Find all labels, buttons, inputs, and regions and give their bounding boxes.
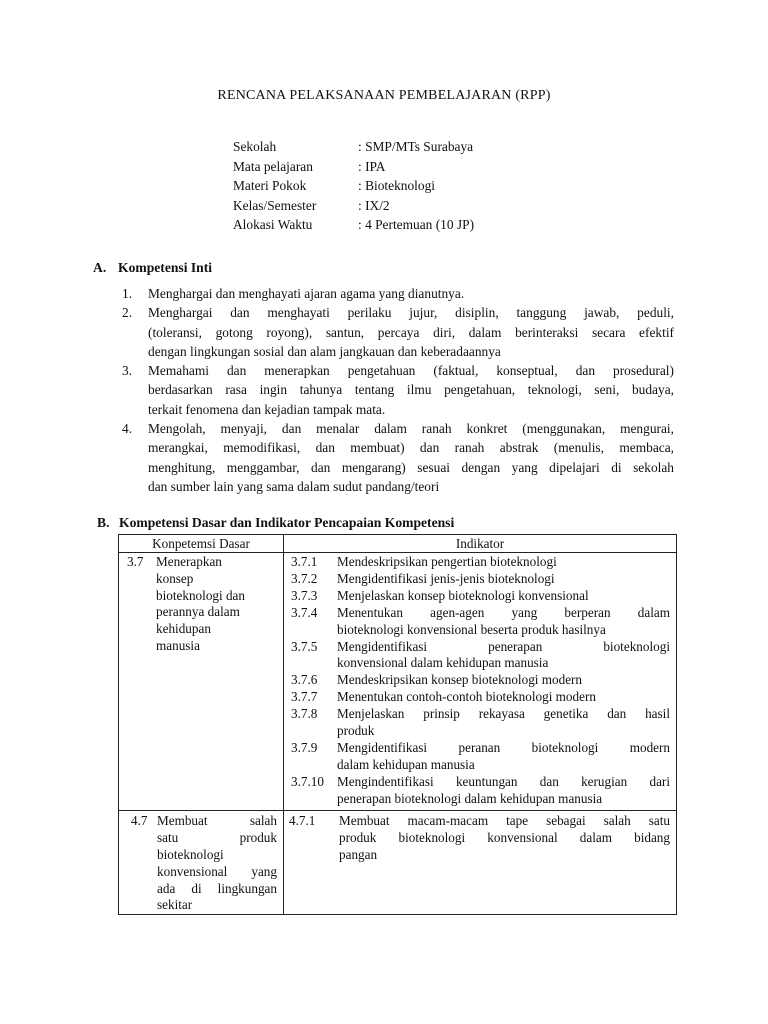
- text-line: Mengindentifikasi keuntungan dan kerugian dari: [337, 773, 670, 789]
- text-line: kehidupan: [156, 621, 211, 637]
- indicator-text: [337, 740, 670, 774]
- info-label: Materi Pokok: [233, 178, 307, 193]
- indicator-item: [289, 813, 670, 864]
- indicator-code: 3.7.9: [291, 739, 318, 755]
- section-a-heading: [93, 259, 212, 277]
- section-b-heading: [97, 514, 454, 532]
- indicator-text: [339, 813, 670, 864]
- text-line: perannya dalam: [156, 604, 240, 620]
- text-line: Membuat salah: [157, 813, 277, 829]
- info-row: [233, 176, 474, 196]
- kd-text: [156, 554, 279, 655]
- list-number: 3.: [122, 363, 133, 379]
- text-line: Mengidentifikasi penerapan bioteknologi: [337, 638, 670, 654]
- list-item: [122, 419, 674, 496]
- indicator-item: [291, 689, 670, 706]
- list-number: 2.: [122, 305, 133, 321]
- info-row: [233, 157, 474, 177]
- kd-code: 4.7: [131, 813, 148, 829]
- list-item: [122, 303, 674, 361]
- text-line: berdasarkan rasa ingin tahunya tentang ilmu pengetahuan, teknologi, seni, budaya,: [148, 382, 674, 398]
- text-line: dan sumber lain yang sama dalam sudut pandang/teori: [148, 478, 440, 494]
- text-line: produk bioteknologi konvensional dalam bidang: [339, 830, 670, 846]
- indicator-text: [337, 605, 670, 639]
- list-item: [122, 361, 674, 419]
- indicator-code: 3.7.3: [291, 587, 318, 603]
- indicator-text: [337, 639, 670, 673]
- info-row: [233, 137, 474, 157]
- kd-cell: [119, 811, 284, 915]
- text-line: Mengidentifikasi peranan bioteknologi modern: [337, 739, 670, 755]
- info-label: Mata pelajaran: [233, 158, 313, 174]
- section-title: Kompetensi Inti: [118, 260, 213, 275]
- text-line: Menghargai dan menghayati ajaran agama yang dianutnya.: [148, 286, 465, 301]
- text-line: konvensional yang: [157, 863, 277, 879]
- indicator-item: [291, 774, 670, 808]
- info-row: [233, 196, 474, 216]
- text-line: terkait fenomena dan kejadian tampak mata.: [148, 401, 386, 417]
- indicator-list: [284, 811, 676, 867]
- table-row: [119, 811, 677, 915]
- kd-code: 3.7: [127, 554, 144, 569]
- text-line: pangan: [339, 847, 378, 863]
- info-value: : IX/2: [358, 197, 390, 213]
- indicator-code: 3.7.2: [291, 570, 318, 586]
- indikator-cell: [284, 553, 677, 811]
- text-line: Menentukan contoh-contoh bioteknologi modern: [337, 689, 596, 705]
- text-line: Mengidentifikasi jenis-jenis bioteknologi: [337, 570, 555, 586]
- text-line: konsep: [156, 570, 194, 586]
- info-value: : 4 Pertemuan (10 JP): [358, 217, 475, 232]
- indicator-item: [291, 672, 670, 689]
- text-line: satu produk: [157, 830, 277, 846]
- indicator-item: [291, 554, 670, 571]
- text-line: konvensional dalam kehidupan manusia: [337, 655, 549, 671]
- kd-content: [119, 553, 283, 655]
- document-title: RENCANA PELAKSANAAN PEMBELAJARAN (RPP): [217, 88, 551, 103]
- list-text: [148, 419, 674, 496]
- table-header-row: [119, 535, 677, 553]
- text-line: dengan lingkungan sosial dan alam jangkauan dan keberadaannya: [148, 343, 501, 359]
- indicator-item: [291, 740, 670, 774]
- kd-content: [119, 811, 283, 914]
- indicator-code: 3.7.1: [291, 554, 318, 569]
- indicator-text: [337, 706, 670, 740]
- list-text: [148, 284, 674, 303]
- text-line: Menjelaskan konsep bioteknologi konvensional: [337, 587, 589, 603]
- text-line: Membuat macam-macam tape sebagai salah satu: [339, 813, 670, 829]
- indicator-code: 3.7.4: [291, 604, 318, 620]
- indicator-text: [337, 689, 670, 706]
- text-line: Mendeskripsikan konsep bioteknologi modern: [337, 672, 583, 688]
- section-letter: B.: [97, 515, 110, 530]
- text-line: Mendeskripsikan pengertian bioteknologi: [337, 554, 557, 569]
- text-line: Menentukan agen-agen yang berperan dalam: [337, 604, 670, 620]
- text-line: Memahami dan menerapkan pengetahuan (faktual, konseptual, dan prosedural): [148, 363, 674, 379]
- table-row: [119, 553, 677, 811]
- list-text: [148, 361, 674, 419]
- list-text: [148, 303, 674, 361]
- text-line: (toleransi, gotong royong), santun, percaya diri, dalam berinteraksi secara efektif: [148, 324, 674, 340]
- indicator-code: 3.7.7: [291, 689, 318, 705]
- indicator-text: [337, 774, 670, 808]
- indikator-cell: [284, 811, 677, 915]
- competency-table: [118, 534, 677, 915]
- text-line: Mengolah, menyaji, dan menalar dalam ranah konkret (menggunakan, mengurai,: [148, 421, 674, 437]
- kd-cell: [119, 553, 284, 811]
- info-label: Kelas/Semester: [233, 197, 317, 213]
- indicator-code: 4.7.1: [289, 813, 316, 829]
- indicator-code: 3.7.5: [291, 638, 318, 654]
- text-line: sekitar: [157, 897, 193, 913]
- indicator-text: [337, 554, 670, 571]
- text-line: Menghargai dan menghayati perilaku jujur, disiplin, tanggung jawab, peduli,: [148, 305, 674, 321]
- indicator-item: [291, 639, 670, 673]
- info-value: : SMP/MTs Surabaya: [358, 139, 474, 154]
- text-line: menghitung, menggambar, dan mengarang) sesuai dengan yang dipelajari di sekolah: [148, 459, 674, 475]
- kd-text: [157, 813, 277, 914]
- indicator-text: [337, 588, 670, 605]
- text-line: Menjelaskan prinsip rekayasa genetika dan hasil: [337, 706, 670, 722]
- indicator-item: [291, 706, 670, 740]
- indicator-item: [291, 588, 670, 605]
- indicator-code: 3.7.8: [291, 706, 318, 722]
- indicator-code: 3.7.6: [291, 672, 318, 688]
- text-line: ada di lingkungan: [157, 880, 277, 896]
- list-number: 1.: [122, 286, 133, 301]
- text-line: manusia: [156, 637, 200, 653]
- text-line: bioteknologi dan: [156, 587, 246, 603]
- info-value: : IPA: [358, 158, 386, 174]
- section-title: Kompetensi Dasar dan Indikator Pencapaian Kompetensi: [119, 515, 455, 530]
- indicator-list: [284, 553, 676, 810]
- info-label: Sekolah: [233, 139, 277, 154]
- text-line: Menerapkan: [156, 554, 222, 569]
- list-number: 4.: [122, 421, 133, 437]
- text-line: bioteknologi: [157, 847, 224, 863]
- info-label: Alokasi Waktu: [233, 217, 313, 232]
- section-letter: A.: [93, 260, 107, 275]
- kompetensi-inti-list: [122, 284, 674, 496]
- identity-block: [233, 137, 474, 235]
- indicator-code: 3.7.10: [291, 773, 324, 789]
- info-row: [233, 215, 474, 235]
- indicator-text: [337, 672, 670, 689]
- list-item: [122, 284, 674, 303]
- text-line: bioteknologi konvensional beserta produk hasilnya: [337, 621, 606, 637]
- indicator-text: [337, 571, 670, 588]
- indicator-item: [291, 605, 670, 639]
- text-line: merangkai, memodifikasi, dan membuat) dan ranah abstrak (menulis, membaca,: [148, 440, 674, 456]
- column-header-indikator: Indikator: [284, 535, 677, 553]
- info-value: : Bioteknologi: [358, 178, 435, 193]
- column-header-kd: Konpetemsi Dasar: [119, 535, 284, 553]
- indicator-item: [291, 571, 670, 588]
- text-line: produk: [337, 722, 375, 738]
- text-line: dalam kehidupan manusia: [337, 756, 475, 772]
- text-line: penerapan bioteknologi dalam kehidupan manusia: [337, 790, 603, 806]
